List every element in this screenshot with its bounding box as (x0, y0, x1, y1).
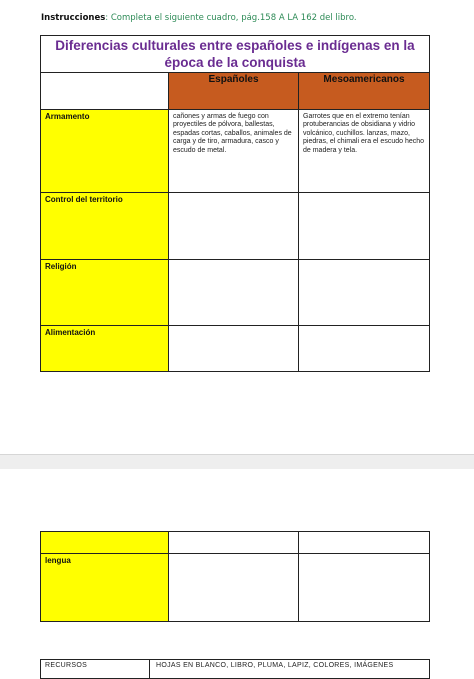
header-empty-cell (40, 72, 169, 110)
cell-religion-espanoles (168, 259, 299, 326)
cell-alimentacion-espanoles (168, 325, 299, 372)
page-separator (0, 455, 474, 469)
recursos-label: RECURSOS (45, 662, 88, 669)
instructions-text: : Completa el siguiente cuadro, pág.158 A LA 162 del libro. (105, 13, 357, 23)
row-label-religion: Religión (40, 259, 169, 326)
row-label-blank (40, 531, 169, 554)
recursos-value-cell (149, 659, 430, 679)
cell-blank-espanoles (168, 531, 299, 554)
table-title: Diferencias culturales entre españoles e indígenas en la época de la conquista (40, 35, 430, 72)
cell-armamento-espanoles: cañones y armas de fuego con proyectiles de pólvora, ballestas, espadas cortas, caballos, animales de carga y de tiro, armadura, casco y escudo de metal. (168, 109, 299, 193)
cell-lengua-mesoamericanos (298, 553, 430, 622)
cell-blank-mesoamericanos (298, 531, 430, 554)
row-label-lengua: lengua (40, 553, 169, 622)
row-label-alimentacion: Alimentación (40, 325, 169, 372)
cell-control-espanoles (168, 192, 299, 260)
row-label-control-territorio: Control del territorio (40, 192, 169, 260)
recursos-label-cell (40, 659, 150, 679)
cell-religion-mesoamericanos (298, 259, 430, 326)
header-mesoamericanos: Mesoamericanos (298, 72, 430, 110)
header-espanoles: Españoles (168, 72, 299, 110)
instructions (41, 13, 357, 23)
instructions-label: Instrucciones (41, 13, 106, 23)
row-label-armamento: Armamento (40, 109, 169, 193)
recursos-value: HOJAS EN BLANCO, LIBRO, PLUMA, LAPIZ, COLORES, IMÁGENES (156, 662, 394, 669)
cell-armamento-mesoamericanos: Garrotes que en el extremo tenían protuberancias de obsidiana y vidrio volcánico, cuchillos. lanzas, mazo, piedras, el chimali era el escudo hecho de madera y tela. (298, 109, 430, 193)
cell-control-mesoamericanos (298, 192, 430, 260)
cell-lengua-espanoles (168, 553, 299, 622)
cell-alimentacion-mesoamericanos (298, 325, 430, 372)
